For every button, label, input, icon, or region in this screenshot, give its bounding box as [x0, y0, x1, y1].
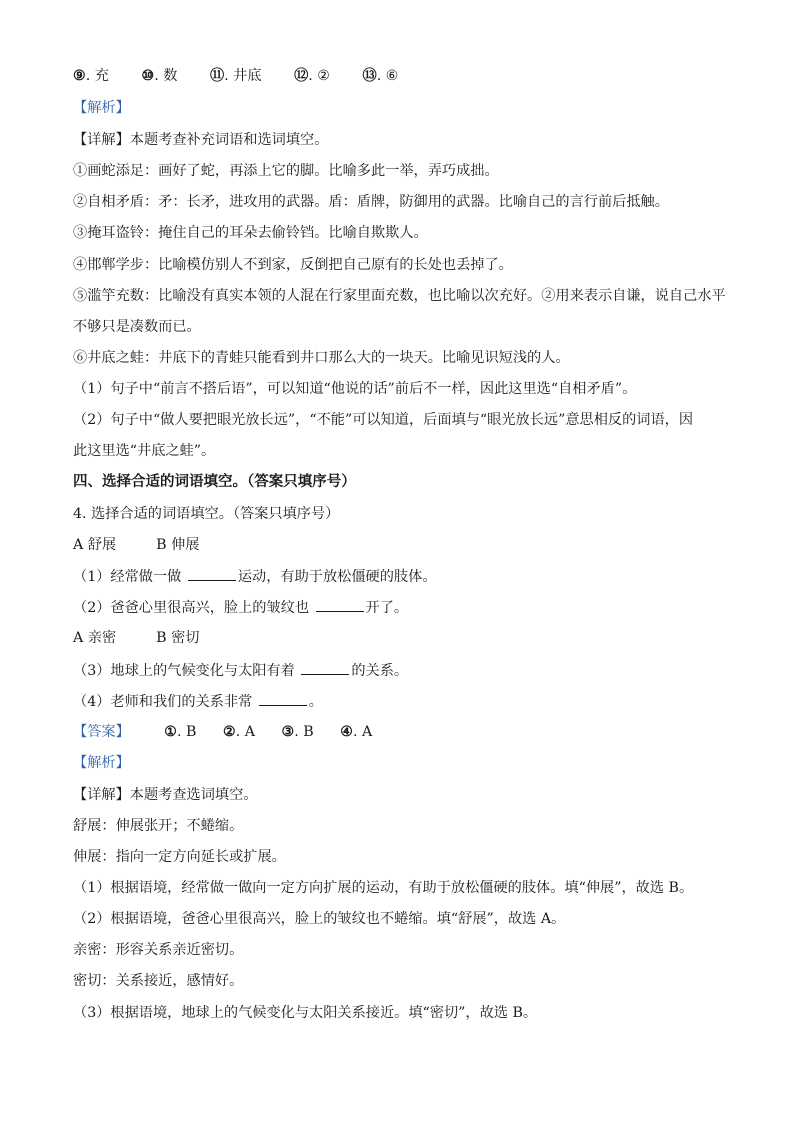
explanation-line: （3）根据语境，地球上的气候变化与太阳关系接近。填“密切”，故选 B。 — [73, 1005, 538, 1021]
explanation-line: 亲密：形容关系亲近密切。 — [73, 942, 244, 958]
explanation-line: ④邯郸学步：比喻模仿别人不到家，反倒把自己原有的长处也丢掉了。 — [73, 257, 513, 273]
top-answers-row — [73, 66, 734, 86]
answer-blank — [301, 660, 349, 675]
explanation-line: （1）句子中“前言不搭后语”，可以知道“他说的话”前后不一样，因此这里选“自相矛盾”。 — [73, 381, 637, 397]
answer-item: ⑪. 井底 — [209, 68, 262, 84]
analysis-label: 【解析】 — [73, 755, 130, 771]
option: A 亲密 — [73, 630, 117, 646]
explanation-line: 伸展：指向一定方向延长或扩展。 — [73, 849, 286, 865]
explanation-line: ⑤滥竽充数：比喻没有真实本领的人混在行家里面充数，也比喻以次充好。②用来表示自谦，说自己水平 — [73, 288, 726, 304]
explanation-line: （2）根据语境，爸爸心里很高兴，脸上的皱纹也不蜷缩。填“舒展”，故选 A。 — [73, 911, 566, 927]
question-item: （2）爸爸心里很高兴，脸上的皱纹也 开了。 — [73, 597, 734, 618]
explanation-line: （1）根据语境，经常做一做向一定方向扩展的运动，有助于放松僵硬的肢体。填“伸展”，故选 B。 — [73, 880, 694, 896]
answer-blank — [188, 566, 236, 581]
explanation-line: ②自相矛盾：矛：长矛，进攻用的武器。盾：盾牌，防御用的武器。比喻自己的言行前后抵触。 — [73, 194, 669, 210]
detail-text: 本题考查补充词语和选词填空。 — [129, 132, 329, 148]
question-title: 4. 选择合适的词语填空。（答案只填序号） — [73, 506, 340, 522]
detail-label: 【详解】 — [73, 787, 130, 803]
answer-item: ③. B — [281, 724, 314, 740]
detail-line — [73, 785, 734, 805]
explanation-line: ③掩耳盗铃：掩住自己的耳朵去偷铃铛。比喻自欺欺人。 — [73, 225, 428, 241]
explanation-line: 舒展：伸展张开；不蜷缩。 — [73, 818, 244, 834]
options-row — [73, 535, 734, 555]
explanation-line: 密切：关系接近，感情好。 — [73, 973, 244, 989]
explanation-line: 此这里选“井底之蛙”。 — [73, 443, 216, 459]
answer-item: ②. A — [222, 724, 255, 740]
explanation-line: 不够只是凑数而已。 — [73, 319, 201, 335]
explanation-line: ⑥井底之蛙：井底下的青蛙只能看到井口那么大的一块天。比喻见识短浅的人。 — [73, 350, 570, 366]
detail-text: 本题考查选词填空。 — [129, 787, 258, 803]
question-item: （1）经常做一做 运动，有助于放松僵硬的肢体。 — [73, 566, 734, 587]
options-row — [73, 628, 734, 648]
analysis-label: 【解析】 — [73, 100, 130, 116]
detail-label: 【详解】 — [73, 132, 130, 148]
option: A 舒展 — [73, 537, 117, 553]
answer-item: ⑩. 数 — [141, 68, 178, 84]
answer-blank — [316, 597, 364, 612]
question-item: （3）地球上的气候变化与太阳有着 的关系。 — [73, 660, 734, 681]
option: B 密切 — [156, 630, 200, 646]
answer-item: ⑬. ⑥ — [362, 68, 399, 84]
detail-line — [73, 130, 734, 150]
explanation-line: （2）句子中“做人要把眼光放长远”，“不能”可以知道，后面填与“眼光放长远”意思相反的词语，因 — [73, 412, 694, 428]
answer-item: ①. B — [164, 724, 197, 740]
answer-item: ④. A — [340, 724, 373, 740]
answer-blank — [259, 691, 307, 706]
explanation-line: ①画蛇添足：画好了蛇，再添上它的脚。比喻多此一举，弄巧成拙。 — [73, 163, 499, 179]
answer-item: ⑫. ② — [294, 68, 331, 84]
question-item: （4）老师和我们的关系非常 。 — [73, 691, 734, 712]
answer-label: 【答案】 — [73, 724, 130, 740]
answer-row — [73, 722, 734, 742]
answer-item: ⑨. 充 — [73, 68, 109, 84]
option: B 伸展 — [156, 537, 200, 553]
section-heading: 四、选择合适的词语填空。（答案只填序号） — [73, 474, 356, 490]
